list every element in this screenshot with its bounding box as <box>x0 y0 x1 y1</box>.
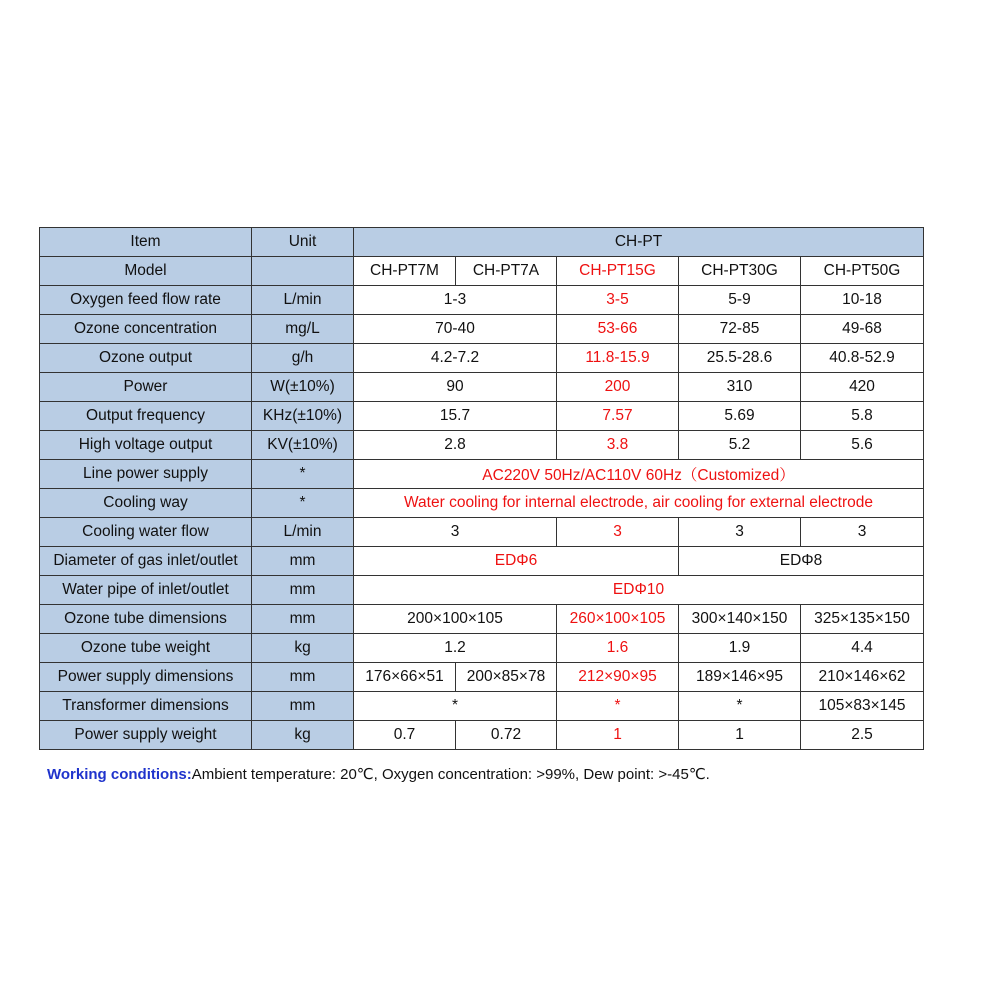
value-cell: 15.7 <box>354 402 557 431</box>
table-row <box>40 576 924 605</box>
row-unit: * <box>252 489 354 518</box>
value-cell: 70-40 <box>354 315 557 344</box>
row-unit: W(±10%) <box>252 373 354 402</box>
table-row <box>40 605 924 634</box>
value-cell: 200×85×78 <box>456 663 557 692</box>
table-row <box>40 286 924 315</box>
value-cell: 53-66 <box>557 315 679 344</box>
value-cell: * <box>354 692 557 721</box>
value-cell: * <box>679 692 801 721</box>
value-cell: 49-68 <box>801 315 924 344</box>
row-label: Ozone concentration <box>40 315 252 344</box>
value-cell: 420 <box>801 373 924 402</box>
value-cell: 72-85 <box>679 315 801 344</box>
row-label: High voltage output <box>40 431 252 460</box>
table-row <box>40 547 924 576</box>
spec-table <box>39 227 924 750</box>
row-unit: mm <box>252 576 354 605</box>
value-cell: 310 <box>679 373 801 402</box>
working-conditions-label: Working conditions: <box>47 766 192 783</box>
unit-header: Unit <box>252 228 354 257</box>
row-unit: mm <box>252 663 354 692</box>
row-label: Line power supply <box>40 460 252 489</box>
table-row <box>40 344 924 373</box>
working-conditions-text: Ambient temperature: 20℃, Oxygen concentration: >99%, Dew point: >-45℃. <box>191 766 710 783</box>
model-cell: CH-PT7M <box>354 257 456 286</box>
row-unit: * <box>252 460 354 489</box>
row-label: Power supply weight <box>40 721 252 750</box>
row-unit: mg/L <box>252 315 354 344</box>
row-label: Cooling way <box>40 489 252 518</box>
table-row <box>40 373 924 402</box>
value-cell: 0.7 <box>354 721 456 750</box>
value-cell: 210×146×62 <box>801 663 924 692</box>
value-cell: 90 <box>354 373 557 402</box>
row-unit: KV(±10%) <box>252 431 354 460</box>
value-cell: 1.6 <box>557 634 679 663</box>
model-cell: CH-PT7A <box>456 257 557 286</box>
value-cell: 4.2-7.2 <box>354 344 557 373</box>
table-row <box>40 663 924 692</box>
row-unit: mm <box>252 605 354 634</box>
value-cell: 40.8-52.9 <box>801 344 924 373</box>
value-cell: 5.8 <box>801 402 924 431</box>
value-cell: Water cooling for internal electrode, air cooling for external electrode <box>354 489 924 518</box>
value-cell: 1 <box>557 721 679 750</box>
value-cell: 11.8-15.9 <box>557 344 679 373</box>
value-cell: 200×100×105 <box>354 605 557 634</box>
table-row <box>40 518 924 547</box>
model-cell: CH-PT15G <box>557 257 679 286</box>
row-unit: L/min <box>252 286 354 315</box>
value-cell: * <box>557 692 679 721</box>
row-unit: g/h <box>252 344 354 373</box>
value-cell: 3-5 <box>557 286 679 315</box>
value-cell: EDΦ10 <box>354 576 924 605</box>
row-label: Ozone tube weight <box>40 634 252 663</box>
value-cell: 3 <box>801 518 924 547</box>
row-unit: mm <box>252 547 354 576</box>
row-unit: kg <box>252 721 354 750</box>
value-cell: 1.2 <box>354 634 557 663</box>
model-unit <box>252 257 354 286</box>
value-cell: 1.9 <box>679 634 801 663</box>
value-cell: 1-3 <box>354 286 557 315</box>
value-cell: 3 <box>557 518 679 547</box>
value-cell: 260×100×105 <box>557 605 679 634</box>
row-label: Water pipe of inlet/outlet <box>40 576 252 605</box>
value-cell: 0.72 <box>456 721 557 750</box>
value-cell: 325×135×150 <box>801 605 924 634</box>
row-label: Oxygen feed flow rate <box>40 286 252 315</box>
series-header: CH-PT <box>354 228 924 257</box>
value-cell: 2.8 <box>354 431 557 460</box>
model-cell: CH-PT30G <box>679 257 801 286</box>
value-cell: 105×83×145 <box>801 692 924 721</box>
value-cell: 189×146×95 <box>679 663 801 692</box>
value-cell: 7.57 <box>557 402 679 431</box>
row-label: Cooling water flow <box>40 518 252 547</box>
row-label: Output frequency <box>40 402 252 431</box>
value-cell: 1 <box>679 721 801 750</box>
value-cell: AC220V 50Hz/AC110V 60Hz（Customized） <box>354 460 924 489</box>
header-row <box>40 228 924 257</box>
model-label: Model <box>40 257 252 286</box>
table-row <box>40 634 924 663</box>
row-unit: L/min <box>252 518 354 547</box>
value-cell: EDΦ8 <box>679 547 924 576</box>
value-cell: 212×90×95 <box>557 663 679 692</box>
row-label: Diameter of gas inlet/outlet <box>40 547 252 576</box>
working-conditions-note <box>47 765 710 783</box>
value-cell: 4.4 <box>801 634 924 663</box>
row-unit: mm <box>252 692 354 721</box>
table-row <box>40 460 924 489</box>
row-unit: kg <box>252 634 354 663</box>
row-label: Ozone output <box>40 344 252 373</box>
value-cell: 3.8 <box>557 431 679 460</box>
value-cell: 2.5 <box>801 721 924 750</box>
value-cell: 5-9 <box>679 286 801 315</box>
table-row <box>40 489 924 518</box>
table-row <box>40 721 924 750</box>
item-header: Item <box>40 228 252 257</box>
value-cell: 300×140×150 <box>679 605 801 634</box>
table-row <box>40 315 924 344</box>
value-cell: EDΦ6 <box>354 547 679 576</box>
table-row <box>40 692 924 721</box>
row-label: Ozone tube dimensions <box>40 605 252 634</box>
row-label: Transformer dimensions <box>40 692 252 721</box>
value-cell: 3 <box>354 518 557 547</box>
value-cell: 200 <box>557 373 679 402</box>
value-cell: 5.2 <box>679 431 801 460</box>
row-label: Power supply dimensions <box>40 663 252 692</box>
model-cell: CH-PT50G <box>801 257 924 286</box>
value-cell: 3 <box>679 518 801 547</box>
row-unit: KHz(±10%) <box>252 402 354 431</box>
table-row <box>40 431 924 460</box>
model-row <box>40 257 924 286</box>
table-row <box>40 402 924 431</box>
value-cell: 5.69 <box>679 402 801 431</box>
value-cell: 5.6 <box>801 431 924 460</box>
row-label: Power <box>40 373 252 402</box>
value-cell: 25.5-28.6 <box>679 344 801 373</box>
value-cell: 176×66×51 <box>354 663 456 692</box>
value-cell: 10-18 <box>801 286 924 315</box>
